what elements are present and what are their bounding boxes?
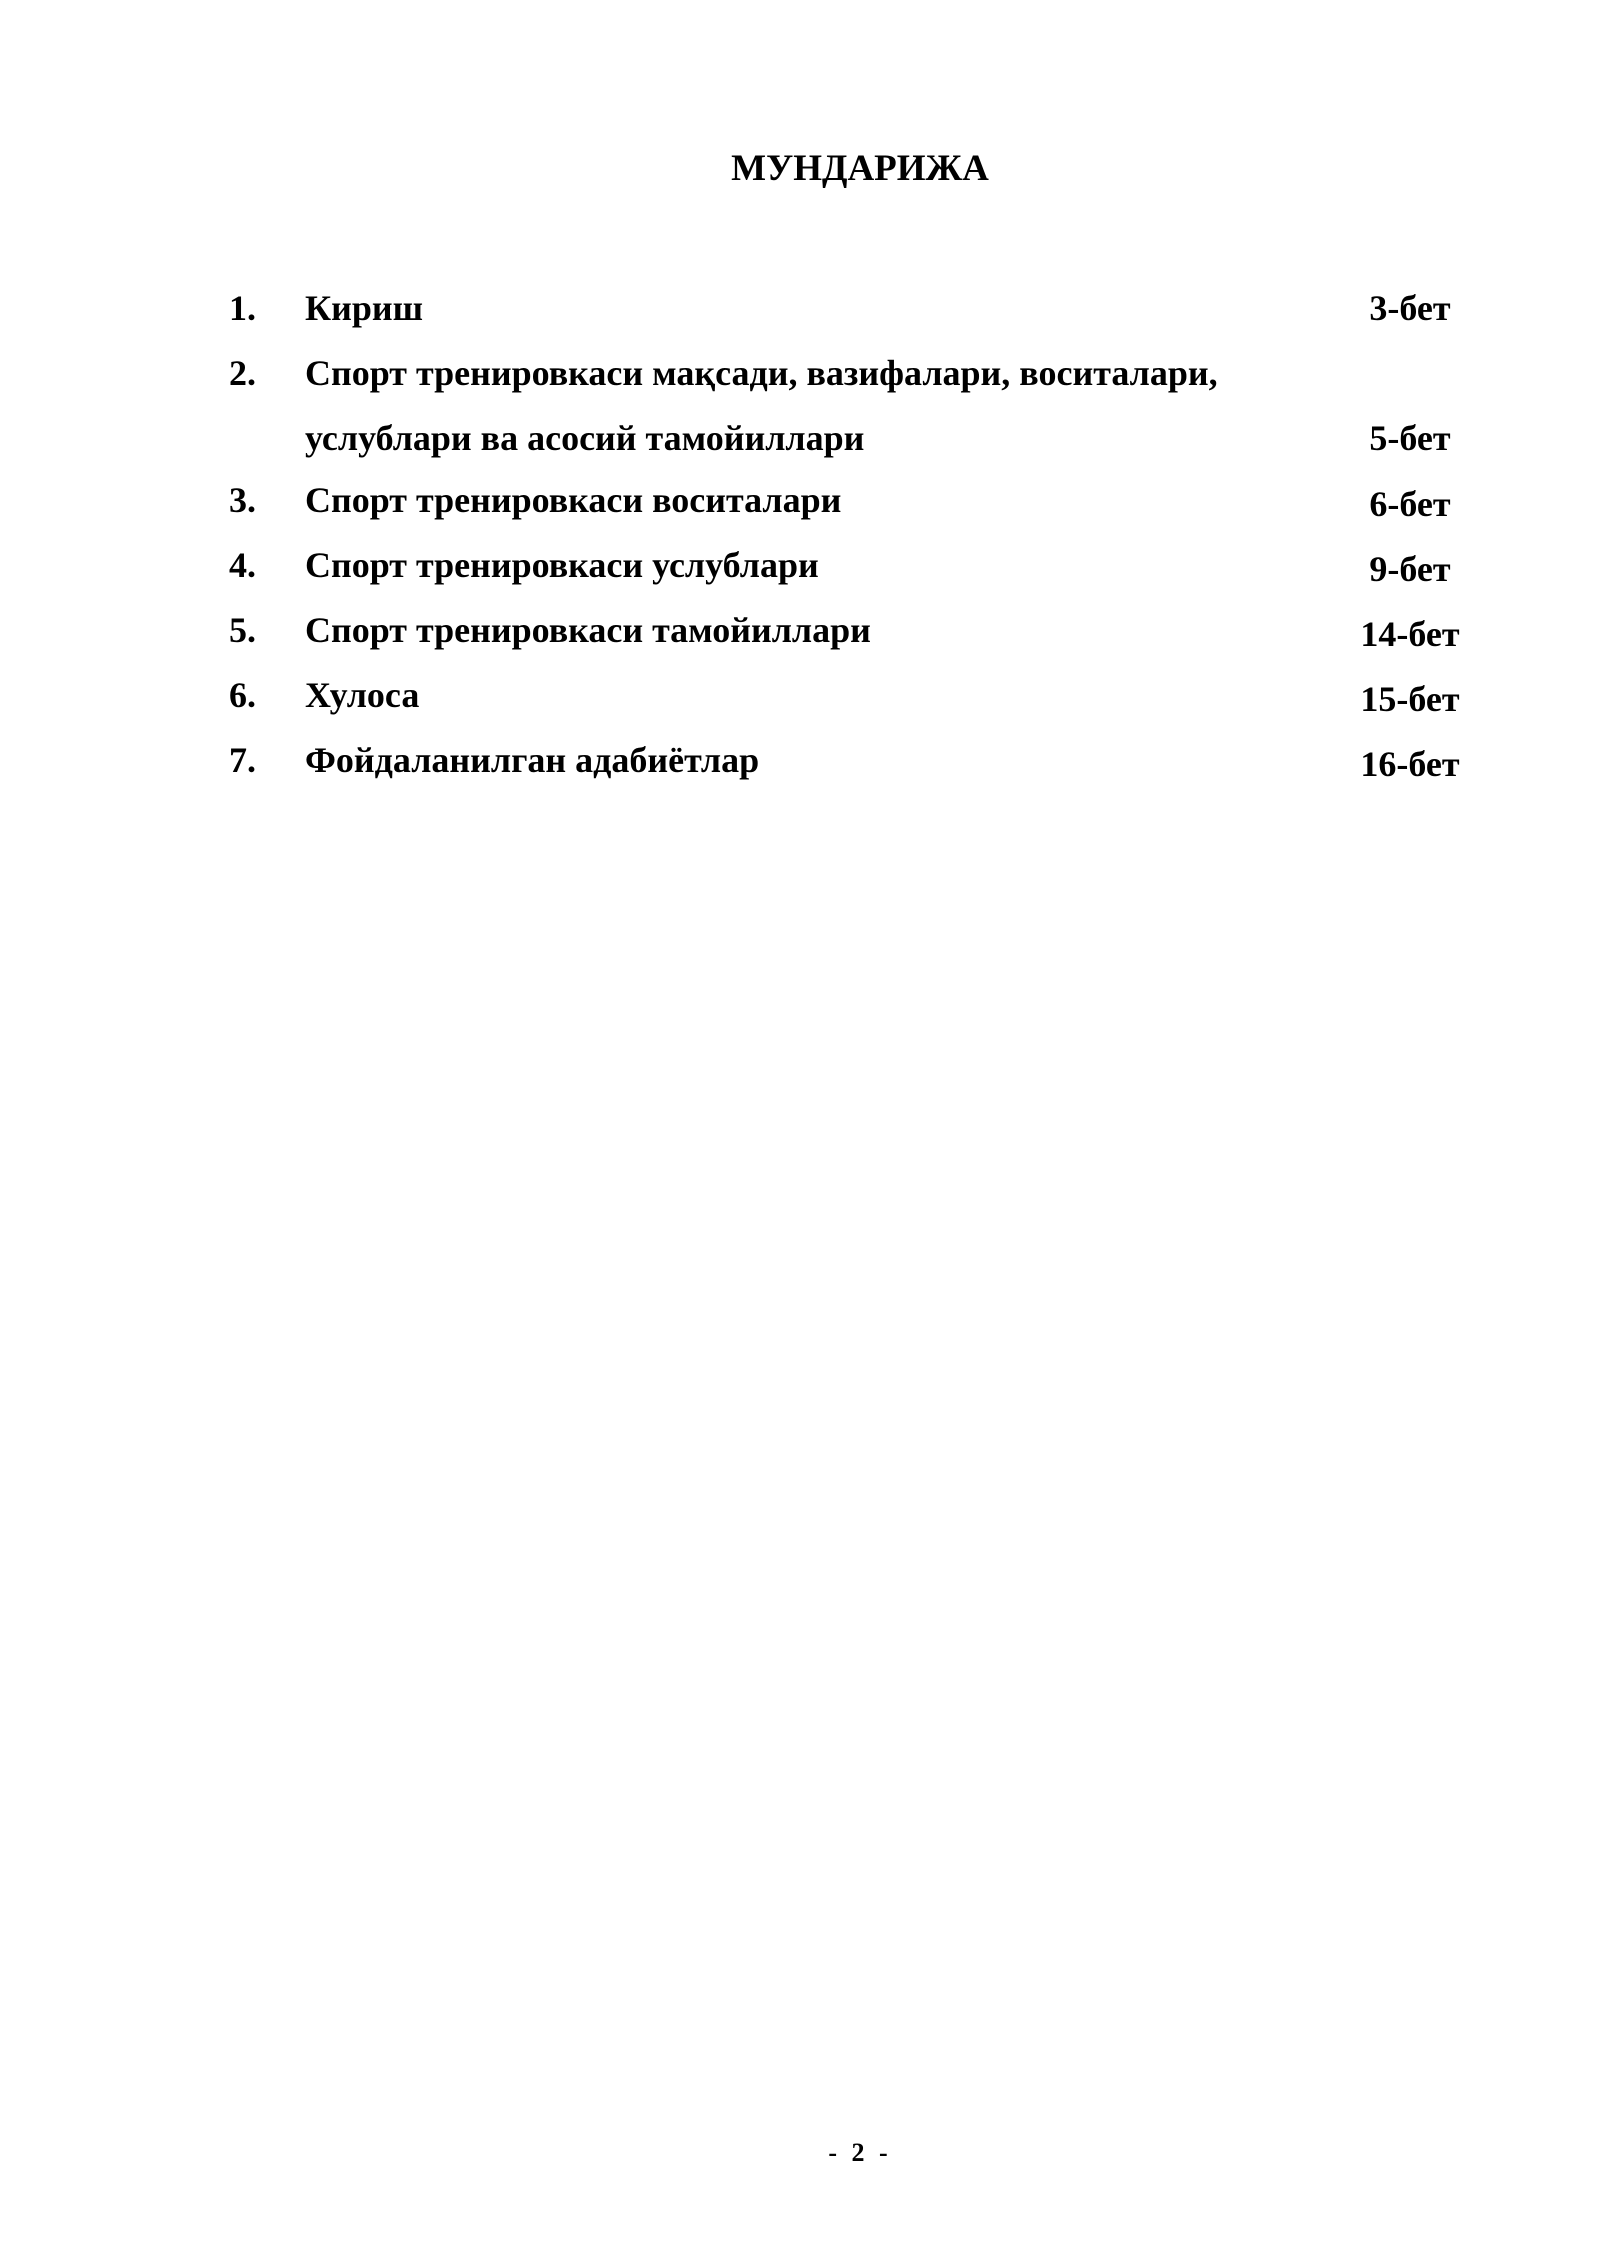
toc-entry-page: 5-бет bbox=[1369, 418, 1451, 458]
toc-entry-number: 6. bbox=[229, 675, 256, 715]
toc-entry-text: услублари ва асосий тамойиллари bbox=[305, 418, 865, 458]
toc-entry bbox=[0, 348, 1600, 398]
toc-entry-text: Спорт тренировкаси услублари bbox=[305, 545, 819, 585]
toc-entry-page: 14-бет bbox=[1360, 614, 1460, 654]
page-number-container bbox=[0, 2140, 1600, 2166]
toc-entry-number: 4. bbox=[229, 545, 256, 585]
toc-entry-number: 5. bbox=[229, 610, 256, 650]
toc-title-container bbox=[0, 150, 1600, 187]
toc-entry bbox=[0, 540, 1600, 590]
page-number: - 2 - bbox=[828, 2138, 892, 2167]
toc-entry-page: 3-бет bbox=[1369, 288, 1451, 328]
toc-entry bbox=[0, 475, 1600, 525]
toc-entry-text: Спорт тренировкаси тамойиллари bbox=[305, 610, 871, 650]
toc-entry-page: 6-бет bbox=[1369, 484, 1451, 524]
toc-entry-text: Кириш bbox=[305, 288, 424, 328]
toc-entry-continuation bbox=[0, 413, 1600, 463]
toc-entry-text: Фойдаланилган адабиётлар bbox=[305, 740, 760, 780]
toc-entry-number: 7. bbox=[229, 740, 256, 780]
toc-entry-text: Спорт тренировкаси воситалари bbox=[305, 480, 842, 520]
toc-entry-page: 16-бет bbox=[1360, 744, 1460, 784]
toc-entry bbox=[0, 605, 1600, 655]
toc-entry bbox=[0, 283, 1600, 333]
toc-entry-text: Спорт тренировкаси мақсади, вазифалари, воситалари, bbox=[305, 353, 1218, 393]
toc-entry bbox=[0, 735, 1600, 785]
toc-entry-text: Хулоса bbox=[305, 675, 420, 715]
toc-entry-number: 1. bbox=[229, 288, 256, 328]
toc-entry-page: 9-бет bbox=[1369, 549, 1451, 589]
toc-entry-page: 15-бет bbox=[1360, 679, 1460, 719]
toc-title: МУНДАРИЖА bbox=[731, 148, 989, 189]
toc-entry bbox=[0, 670, 1600, 720]
toc-entry-number: 3. bbox=[229, 480, 256, 520]
toc-entry-number: 2. bbox=[229, 353, 256, 393]
